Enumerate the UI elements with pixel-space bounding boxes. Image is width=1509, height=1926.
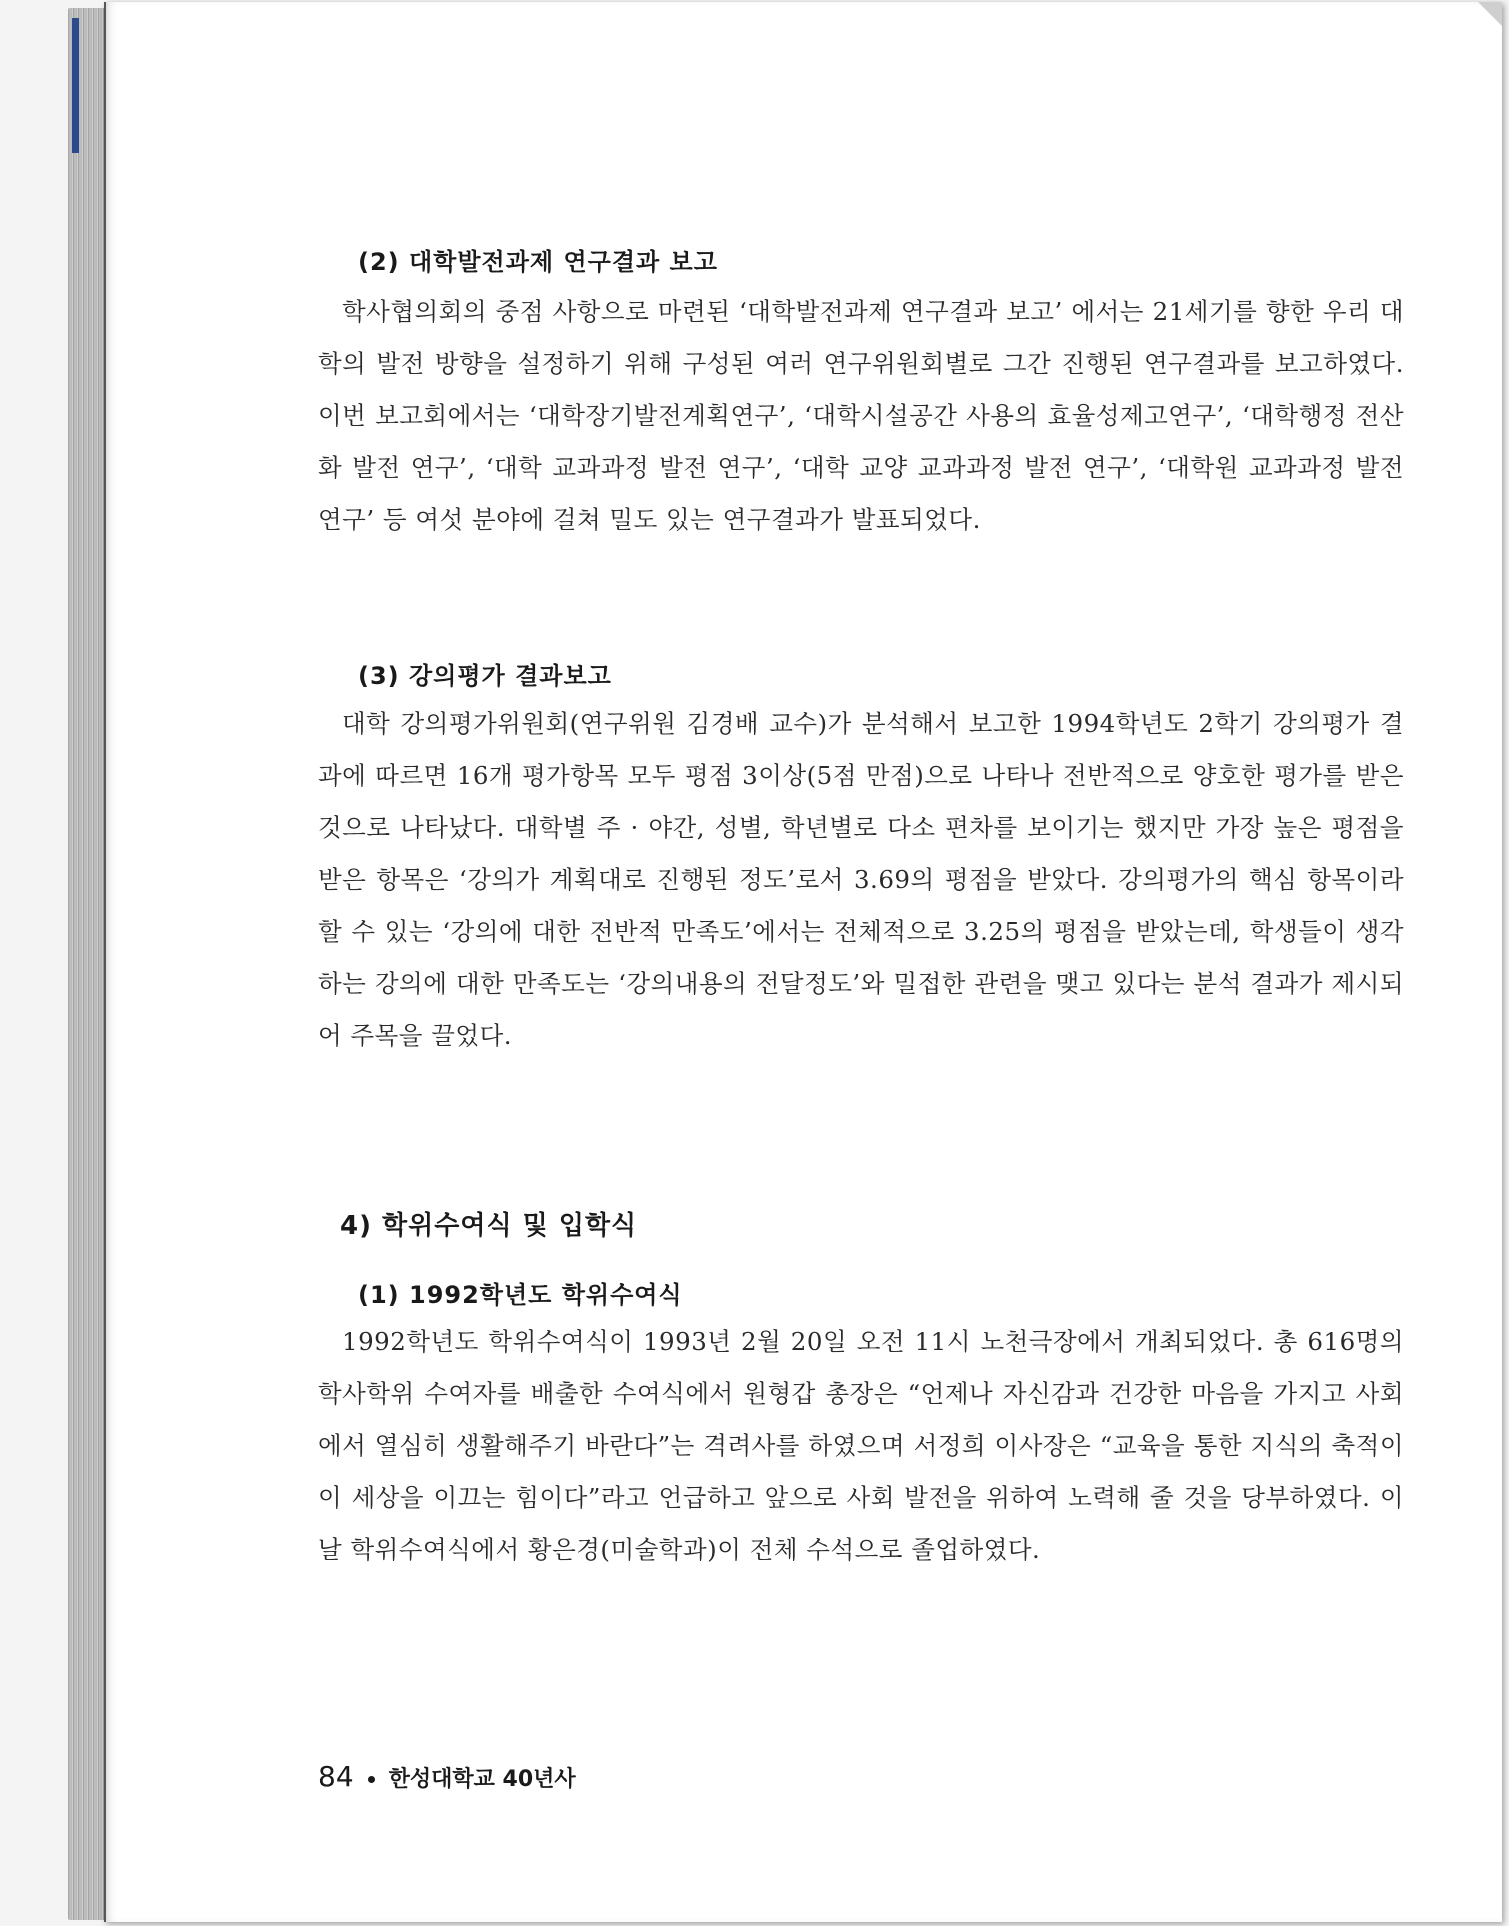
- book-page-edges: [68, 8, 108, 1920]
- book-page: [104, 2, 1502, 1922]
- section-heading-ceremonies: 4) 학위수여식 및 입학식: [340, 1211, 638, 1241]
- footer-bullet-icon: [368, 1776, 375, 1783]
- paragraph-lecture-evaluation: 대학 강의평가위원회(연구위원 김경배 교수)가 분석해서 보고한 1994학년도 2학기 강의평가 결과에 따르면 16개 평가항목 모두 평점 3이상(5점 만점)으로 나타나 전반적으로 양호한 평가를 받은 것으로 나타났다. 대학별 주 · 야간, 성별, 학년별로 다소 편차를 보이기는 했지만 가장 높은 평점을 받은 항목은 ‘강의가 계획대로 진행된 정도’로서 3.69의 평점을 받았다. 강의평가의 핵심 항목이라 할 수 있는 ‘강의에 대한 전반적 만족도’에서는 전체적으로 3.25의 평점을 받았는데, 학생들이 생각하는 강의에 대한 만족도는 ‘강의내용의 전달정도’와 밀접한 관련을 맺고 있다는 분석 결과가 제시되어 주목을 끌었다.: [318, 709, 1404, 1050]
- paragraph-1992-graduation: 1992학년도 학위수여식이 1993년 2월 20일 오전 11시 노천극장에서 개최되었다. 총 616명의 학사학위 수여자를 배출한 수여식에서 원형갑 총장은 “언제나 자신감과 건강한 마음을 가지고 사회에서 열심히 생활해주기 바란다”는 격려사를 하였으며 서정희 이사장은 “교육을 통한 지식의 축적이 이 세상을 이끄는 힘이다”라고 언급하고 앞으로 사회 발전을 위하여 노력해 줄 것을 당부하였다. 이 날 학위수여식에서 황은경(미술학과)이 전체 수석으로 졸업하였다.: [318, 1327, 1404, 1564]
- page-corner-fold: [1478, 2, 1502, 26]
- page-footer: [318, 1760, 576, 1793]
- book-title: 한성대학교 40년사: [388, 1767, 576, 1792]
- paragraph-research-report: 학사협의회의 중점 사항으로 마련된 ‘대학발전과제 연구결과 보고’ 에서는 21세기를 향한 우리 대학의 발전 방향을 설정하기 위해 구성된 여러 연구위원회별로 그간 진행된 연구결과를 보고하였다. 이번 보고회에서는 ‘대학장기발전계획연구’, ‘대학시설공간 사용의 효율성제고연구’, ‘대학행정 전산화 발전 연구’, ‘대학 교과과정 발전 연구’, ‘대학 교양 교과과정 발전 연구’, ‘대학원 교과과정 발전 연구’ 등 여섯 분야에 걸쳐 밀도 있는 연구결과가 발표되었다.: [318, 297, 1404, 534]
- heading-1992-graduation: (1) 1992학년도 학위수여식: [358, 1281, 683, 1309]
- book-spine-ribbon: [72, 18, 79, 153]
- page-number: 84: [318, 1760, 354, 1793]
- heading-lecture-evaluation: (3) 강의평가 결과보고: [358, 662, 612, 690]
- heading-research-report: (2) 대학발전과제 연구결과 보고: [358, 248, 718, 276]
